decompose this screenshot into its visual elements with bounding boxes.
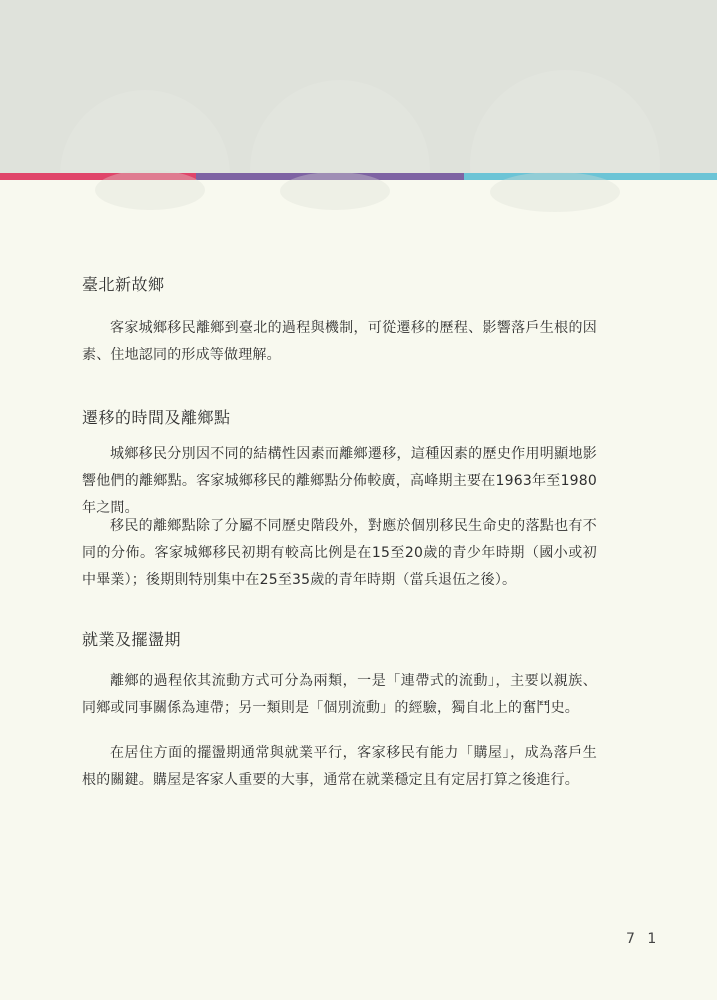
section-title: 就業及擺盪期 [82, 630, 182, 649]
paragraph: 城鄉移民分別因不同的結構性因素而離鄉遷移，這種因素的歷史作用明顯地影響他們的離鄉點。客家城鄉移民的離鄉點分佈較廣，高峰期主要在1963年至1980年之間。 [82, 446, 597, 516]
page-number: 7 1 [626, 931, 661, 947]
decorative-circle [280, 172, 390, 210]
paragraph: 移民的離鄉點除了分屬不同歷史階段外，對應於個別移民生命史的落點也有不同的分佈。客家城鄉移民初期有較高比例是在15至20歲的青少年時期（國小或初中畢業）；後期則特別集中在25至35歲的青年時期（當兵退伍之後）。 [82, 518, 597, 588]
decorative-circle [490, 172, 620, 212]
decorative-circle [60, 90, 230, 173]
decorative-circle [470, 70, 660, 173]
section-title: 遷移的時間及離鄉點 [82, 408, 231, 427]
decorative-circle [250, 80, 430, 173]
paragraph: 離鄉的過程依其流動方式可分為兩類，一是「連帶式的流動」，主要以親族、同鄉或同事關係為連帶；另一類則是「個別流動」的經驗，獨自北上的奮鬥史。 [82, 673, 597, 716]
paragraph: 在居住方面的擺盪期通常與就業平行，客家移民有能力「購屋」，成為落戶生根的關鍵。購屋是客家人重要的大事，通常在就業穩定且有定居打算之後進行。 [82, 745, 597, 788]
section-title: 臺北新故鄉 [82, 275, 165, 294]
paragraph: 客家城鄉移民離鄉到臺北的過程與機制，可從遷移的歷程、影響落戶生根的因素、住地認同的形成等做理解。 [82, 320, 597, 363]
header-band [0, 0, 717, 173]
decorative-circle [95, 170, 205, 210]
